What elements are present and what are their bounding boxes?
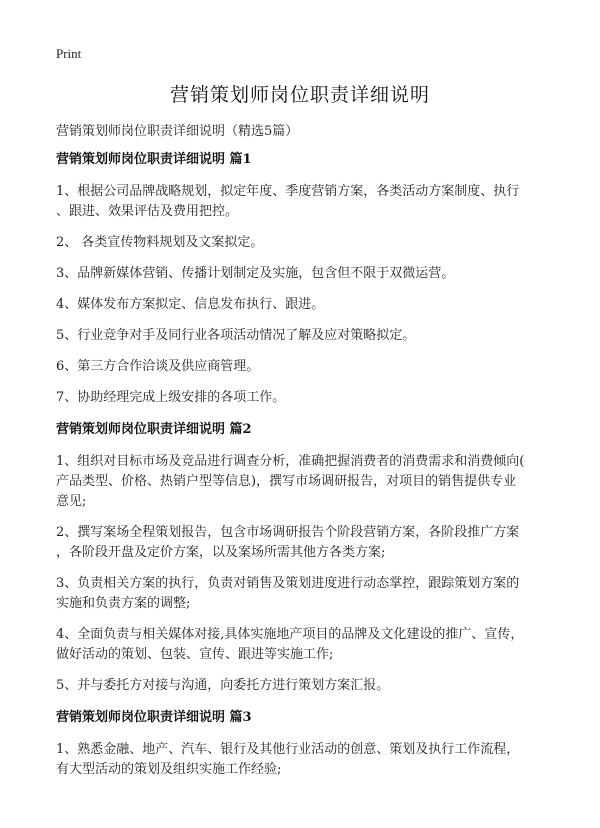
document-subtitle: 营销策划师岗位职责详细说明（精选5篇） xyxy=(56,124,299,139)
list-item: 5、并与委托方对接与沟通，向委托方进行策划方案汇报。 xyxy=(56,678,390,693)
print-label: Print xyxy=(56,46,82,61)
list-item: 2、撰写案场全程策划报告，包含市场调研报告个阶段营销方案，各阶段推广方案 ，各阶段开盘及定价方案，以及案场所需其他方各类方案; xyxy=(56,525,520,560)
list-item: 3、负责相关方案的执行，负责对销售及策划进度进行动态掌控，跟踪策划方案的 实施和负责方案的调整; xyxy=(56,576,520,611)
list-item: 4、全面负责与相关媒体对接,具体实施地产项目的品牌及文化建设的推广、宣传， 做好活动的策划、包装、宣传、跟进等实施工作; xyxy=(56,627,524,662)
section-heading: 营销策划师岗位职责详细说明 篇1 xyxy=(56,152,252,167)
list-item: 1、根据公司品牌战略规划，拟定年度、季度营销方案，各类活动方案制度、执行 、跟进、效果评估及费用把控。 xyxy=(56,184,520,219)
list-item: 1、组织对目标市场及竞品进行调查分析，准确把握消费者的消费需求和消费倾向( 产品类型、价格、热销户型等信息)，撰写市场调研报告，对项目的销售提供专业 意见; xyxy=(56,454,525,509)
document-title: 营销策划师岗位职责详细说明 xyxy=(169,84,430,106)
list-item: 3、品牌新媒体营销、传播计划制定及实施，包含但不限于双微运营。 xyxy=(56,266,455,281)
document-body xyxy=(56,150,546,780)
list-item: 2、 各类宣传物料规划及文案拟定。 xyxy=(56,235,264,250)
list-item: 7、协助经理完成上级安排的各项工作。 xyxy=(56,390,286,405)
section-heading: 营销策划师岗位职责详细说明 篇3 xyxy=(56,710,252,725)
list-item: 5、行业竞争对手及同行业各项活动情况了解及应对策略拟定。 xyxy=(56,328,416,343)
list-item: 6、第三方合作洽谈及供应商管理。 xyxy=(56,359,260,374)
list-item: 1、熟悉金融、地产、汽车、银行及其他行业活动的创意、策划及执行工作流程， 有大型活动的策划及组织实施工作经验; xyxy=(56,742,520,777)
list-item: 4、媒体发布方案拟定、信息发布执行、跟进。 xyxy=(56,297,325,312)
section-heading: 营销策划师岗位职责详细说明 篇2 xyxy=(56,422,252,437)
